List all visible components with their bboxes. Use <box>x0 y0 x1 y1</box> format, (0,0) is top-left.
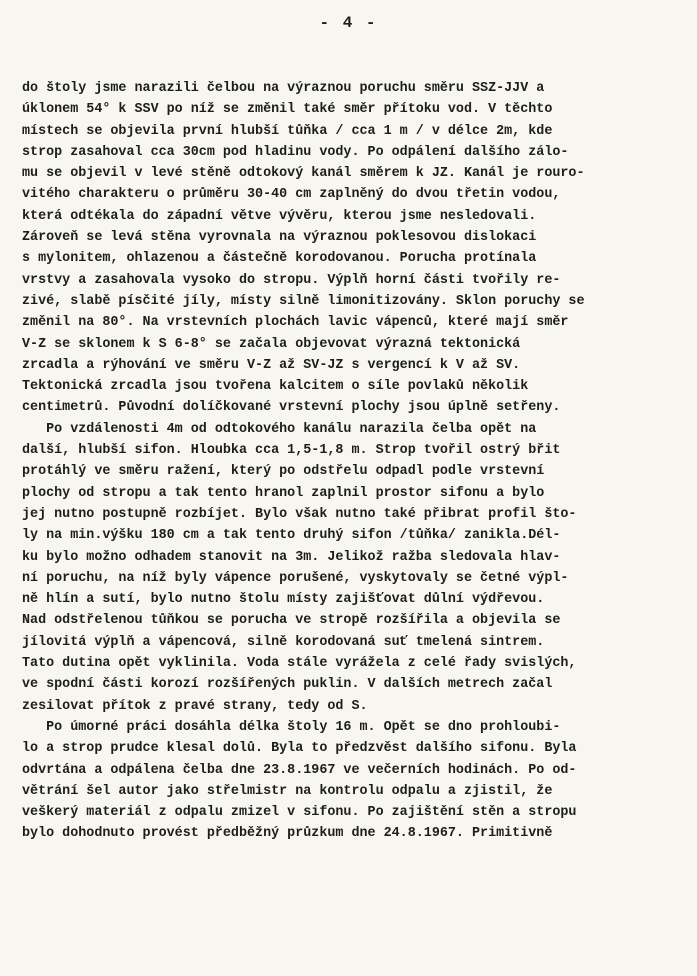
text-line: centimetrů. Původní dolíčkované vrstevní plochy jsou úplně setřeny. <box>22 400 561 416</box>
text-line: Tektonická zrcadla jsou tvořena kalcitem o síle povlaků několik <box>22 379 529 395</box>
text-line: vitého charakteru o průměru 30-40 cm zaplněný do dvou třetin vodou, <box>22 187 561 203</box>
text-line: další, hlubší sifon. Hloubka cca 1,5-1,8 m. Strop tvořil ostrý břit <box>22 443 561 459</box>
text-line: Po vzdálenosti 4m od odtokového kanálu narazila čelba opět na <box>22 421 537 437</box>
text-line: veškerý materiál z odpalu zmizel v sifonu. Po zajištění stěn a stropu <box>22 805 577 821</box>
text-line: ku bylo možno odhadem stanovit na 3m. Jelikož ražba sledovala hlav- <box>22 549 561 565</box>
text-line: zesilovat přítok z pravé strany, tedy od S. <box>22 698 368 714</box>
text-line: Zároveň se levá stěna vyrovnala na výraznou poklesovou dislokaci <box>22 230 537 246</box>
text-line: větrání šel autor jako střelmistr na kontrolu odpalu a zjistil, že <box>22 783 553 799</box>
text-line: ní poruchu, na níž byly vápence porušené, vyskytovaly se četné výpl- <box>22 570 569 586</box>
text-line: s mylonitem, ohlazenou a částečně korodovanou. Porucha protínala <box>22 251 537 267</box>
body-text <box>22 78 687 845</box>
text-line: lo a strop prudce klesal dolů. Byla to předzvěst dalšího sifonu. Byla <box>22 741 577 757</box>
text-line: vrstvy a zasahovala vysoko do stropu. Výplň horní části tvořily re- <box>22 272 561 288</box>
page-number: - 4 - <box>319 14 378 32</box>
text-line: odvrtána a odpálena čelba dne 23.8.1967 ve večerních hodinách. Po od- <box>22 762 577 778</box>
text-line: V-Z se sklonem k S 6-8° se začala objevovat výrazná tektonická <box>22 336 521 352</box>
text-line: mu se objevil v levé stěně odtokový kanál směrem k JZ. Kanál je rouro- <box>22 166 585 182</box>
text-line: zrcadla a rýhování ve směru V-Z až SV-JZ s vergencí k V až SV. <box>22 357 521 373</box>
text-line: strop zasahoval cca 30cm pod hladinu vody. Po odpálení dalšího zálo- <box>22 144 569 160</box>
text-line: Tato dutina opět vyklinila. Voda stále vyrážela z celé řady svislých, <box>22 656 577 672</box>
text-line: úklonem 54° k SSV po níž se změnil také směr přítoku vod. V těchto <box>22 102 553 118</box>
text-line: bylo dohodnuto provést předběžný průzkum dne 24.8.1967. Primitivně <box>22 826 553 842</box>
text-line: Nad odstřelenou tůňkou se porucha ve stropě rozšířila a objevila se <box>22 613 561 629</box>
text-line: jej nutno postupně rozbíjet. Bylo však nutno také přibrat profil što- <box>22 506 577 522</box>
text-line: místech se objevila první hlubší tůňka / cca 1 m / v délce 2m, kde <box>22 123 553 139</box>
text-line: zivé, slabě písčité jíly, místy silně limonitizovány. Sklon poruchy se <box>22 293 585 309</box>
text-line: plochy od stropu a tak tento hranol zaplnil prostor sifonu a bylo <box>22 485 545 501</box>
text-line: ve spodní části korozí rozšířených puklin. V dalších metrech začal <box>22 677 553 693</box>
text-line: ly na min.výšku 180 cm a tak tento druhý sifon /tůňka/ zanikla.Dél- <box>22 528 561 544</box>
text-line: změnil na 80°. Na vrstevních plochách lavic vápenců, které mají směr <box>22 315 569 331</box>
text-line: protáhlý ve směru ražení, který po odstřelu odpadl podle vrstevní <box>22 464 545 480</box>
text-line: ně hlín a sutí, bylo nutno štolu místy zajišťovat důlní výdřevou. <box>22 592 545 608</box>
text-line: jílovitá výplň a vápencová, silně korodovaná suť tmelená sintrem. <box>22 634 545 650</box>
text-line: Po úmorné práci dosáhla délka štoly 16 m. Opět se dno prohloubi- <box>22 719 561 735</box>
text-line: která odtékala do západní větve vývěru, kterou jsme nesledovali. <box>22 208 537 224</box>
text-line: do štoly jsme narazili čelbou na výraznou poruchu směru SSZ-JJV a <box>22 81 545 96</box>
